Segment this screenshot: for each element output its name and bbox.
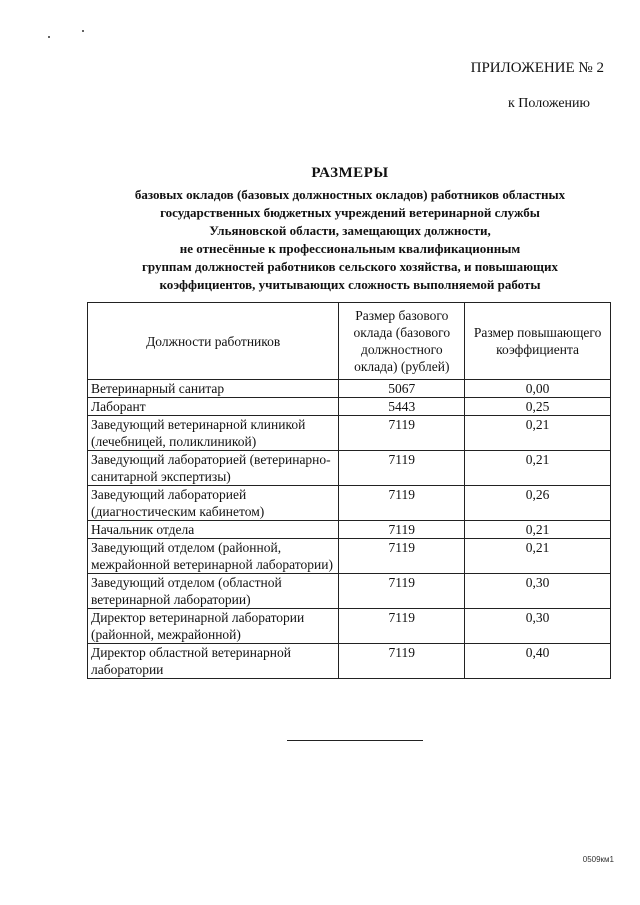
header-position: Должности работников <box>88 303 339 380</box>
title-line: не отнесённые к профессиональным квалификационным <box>179 241 521 256</box>
cell-salary: 7119 <box>339 416 465 451</box>
annex-reference: к Положению <box>507 96 590 111</box>
cell-coefficient: 0,00 <box>465 380 611 398</box>
cell-salary: 7119 <box>339 521 465 539</box>
table-row <box>88 521 611 539</box>
table-row <box>88 539 611 574</box>
cell-salary: 5067 <box>339 380 465 398</box>
table-row <box>88 574 611 609</box>
cell-salary: 7119 <box>339 574 465 609</box>
table-row <box>88 609 611 644</box>
cell-position: Заведующий лабораторией (диагностическим кабинетом) <box>88 486 339 521</box>
table-row <box>88 416 611 451</box>
header-base-salary: Размер базового оклада (базового должностного оклада) (рублей) <box>339 303 465 380</box>
title-line: группам должностей работников сельского хозяйства, и повышающих <box>141 259 558 274</box>
cell-salary: 7119 <box>339 539 465 574</box>
cell-position: Лаборант <box>88 398 339 416</box>
table-row <box>88 451 611 486</box>
cell-position: Ветеринарный санитар <box>88 380 339 398</box>
annex-number: ПРИЛОЖЕНИЕ № 2 <box>470 60 604 76</box>
cell-position: Заведующий лабораторией (ветеринарно-санитарной экспертизы) <box>88 451 339 486</box>
table-row <box>88 398 611 416</box>
salary-table <box>87 302 611 679</box>
cell-salary: 7119 <box>339 451 465 486</box>
cell-position: Заведующий отделом (районной, межрайонной ветеринарной лаборатории) <box>88 539 339 574</box>
cell-coefficient: 0,30 <box>465 574 611 609</box>
scan-specks <box>44 28 104 42</box>
cell-coefficient: 0,21 <box>465 416 611 451</box>
document-title <box>80 165 620 294</box>
cell-position: Директор ветеринарной лаборатории (районной, межрайонной) <box>88 609 339 644</box>
table-header-row <box>88 303 611 380</box>
cell-position: Начальник отдела <box>88 521 339 539</box>
cell-coefficient: 0,25 <box>465 398 611 416</box>
cell-position: Директор областной ветеринарной лаборатории <box>88 644 339 679</box>
cell-position: Заведующий отделом (областной ветеринарной лаборатории) <box>88 574 339 609</box>
table-row <box>88 380 611 398</box>
cell-position: Заведующий ветеринарной клиникой (лечебницей, поликлиникой) <box>88 416 339 451</box>
cell-salary: 7119 <box>339 609 465 644</box>
cell-coefficient: 0,21 <box>465 521 611 539</box>
title-line: Ульяновской области, замещающих должности, <box>209 223 491 238</box>
cell-coefficient: 0,40 <box>465 644 611 679</box>
cell-salary: 7119 <box>339 486 465 521</box>
title-line: базовых окладов (базовых должностных окладов) работников областных <box>134 187 566 202</box>
title-main: РАЗМЕРЫ <box>311 165 389 181</box>
table-row <box>88 644 611 679</box>
footer-code: 0509км1 <box>582 855 614 864</box>
table-row <box>88 486 611 521</box>
title-line: государственных бюджетных учреждений ветеринарной службы <box>160 205 540 220</box>
cell-coefficient: 0,30 <box>465 609 611 644</box>
cell-coefficient: 0,21 <box>465 451 611 486</box>
cell-coefficient: 0,26 <box>465 486 611 521</box>
title-line: коэффициентов, учитывающих сложность выполняемой работы <box>159 277 541 292</box>
header-coefficient: Размер повышающего коэффициента <box>465 303 611 380</box>
closing-rule <box>287 740 423 741</box>
cell-salary: 7119 <box>339 644 465 679</box>
cell-coefficient: 0,21 <box>465 539 611 574</box>
cell-salary: 5443 <box>339 398 465 416</box>
